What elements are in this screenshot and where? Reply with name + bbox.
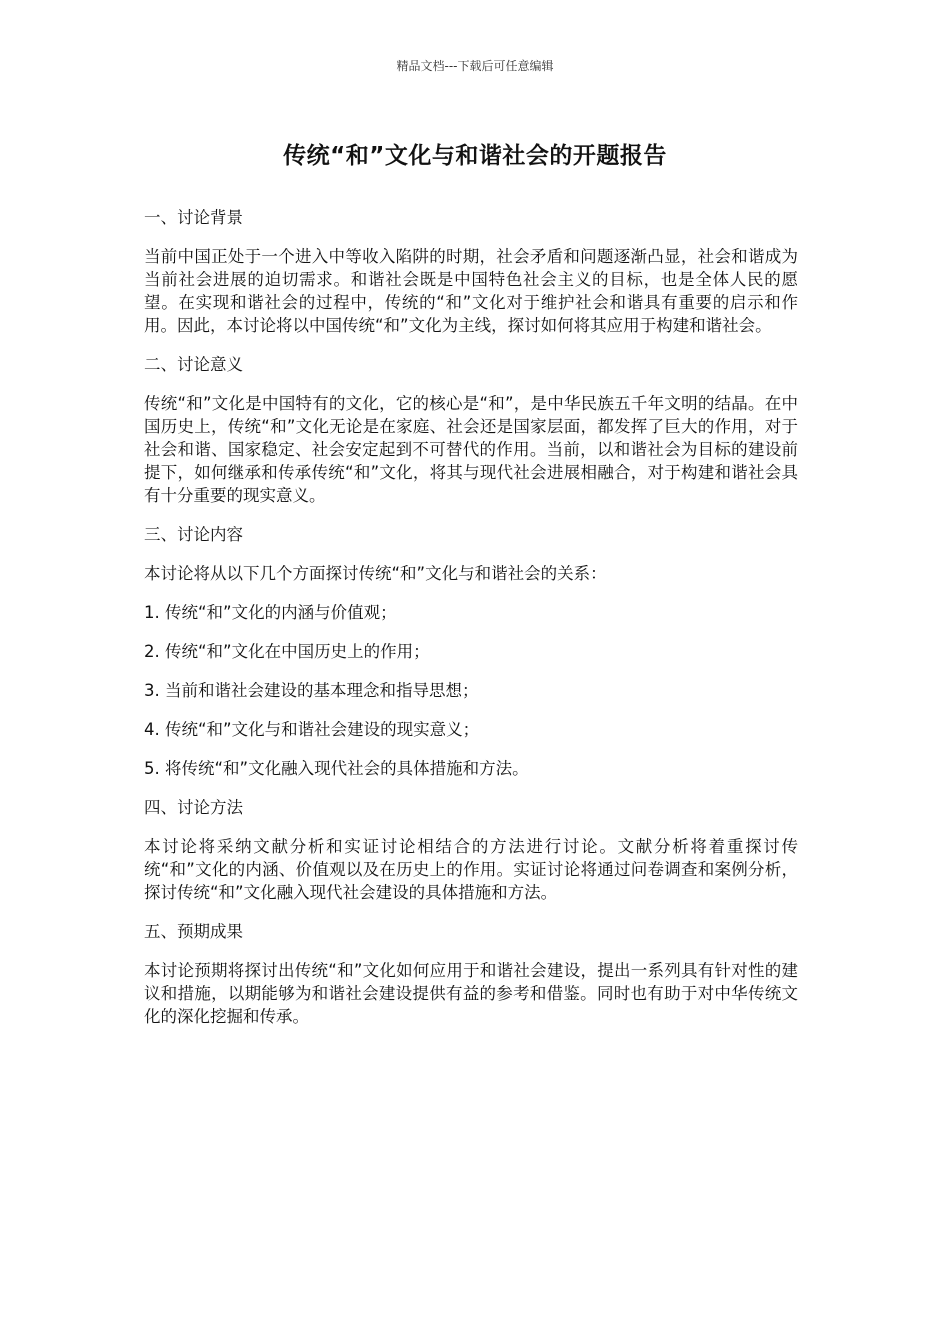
section-paragraph: 当前中国正处于一个进入中等收入陷阱的时期，社会矛盾和问题逐渐凸显，社会和谐成为当前社会进展的迫切需求。和谐社会既是中国特色社会主义的目标，也是全体人民的愿望。在实现和谐社会的过程中，传统的“和”文化对于维护社会和谐具有重要的启示和作用。因此，本讨论将以中国传统“和”文化为主线，探讨如何将其应用于构建和谐社会。	[144, 247, 798, 335]
list-item: 4. 传统“和”文化与和谐社会建设的现实意义；	[144, 720, 480, 739]
list-item: 1. 传统“和”文化的内涵与价值观；	[144, 603, 397, 622]
section-heading: 四、讨论方法	[144, 798, 243, 817]
section-method	[144, 796, 798, 904]
section-paragraph: 本讨论将采纳文献分析和实证讨论相结合的方法进行讨论。文献分析将着重探讨传统“和”文化的内涵、价值观以及在历史上的作用。实证讨论将通过问卷调查和案例分析，探讨传统“和”文化融入现代社会建设的具体措施和方法。	[144, 837, 798, 902]
document-body	[144, 206, 798, 1044]
section-paragraph: 本讨论预期将探讨出传统“和”文化如何应用于和谐社会建设，提出一系列具有针对性的建议和措施，以期能够为和谐社会建设提供有益的参考和借鉴。同时也有助于对中华传统文化的深化挖掘和传承。	[144, 961, 798, 1026]
section-heading: 一、讨论背景	[144, 208, 243, 227]
section-heading: 五、预期成果	[144, 922, 243, 941]
section-heading: 二、讨论意义	[144, 355, 243, 374]
section-significance	[144, 353, 798, 507]
header-note: 精品文档---下载后可任意编辑	[396, 59, 554, 73]
section-paragraph: 传统“和”文化是中国特有的文化，它的核心是“和”，是中华民族五千年文明的结晶。在中国历史上，传统“和”文化无论是在家庭、社会还是国家层面，都发挥了巨大的作用，对于社会和谐、国家稳定、社会安定起到不可替代的作用。当前，以和谐社会为目标的建设前提下，如何继承和传承传统“和”文化，将其与现代社会进展相融合，对于构建和谐社会具有十分重要的现实意义。	[144, 394, 798, 505]
section-background	[144, 206, 798, 337]
list-item: 5. 将传统“和”文化融入现代社会的具体措施和方法。	[144, 759, 529, 778]
section-content	[144, 523, 798, 780]
list-item: 2. 传统“和”文化在中国历史上的作用；	[144, 642, 430, 661]
section-intro: 本讨论将从以下几个方面探讨传统“和”文化与和谐社会的关系：	[144, 564, 607, 583]
section-heading: 三、讨论内容	[144, 525, 243, 544]
section-expected-results	[144, 920, 798, 1028]
list-item: 3. 当前和谐社会建设的基本理念和指导思想；	[144, 681, 479, 700]
document-title: 传统“和”文化与和谐社会的开题报告	[283, 143, 667, 169]
